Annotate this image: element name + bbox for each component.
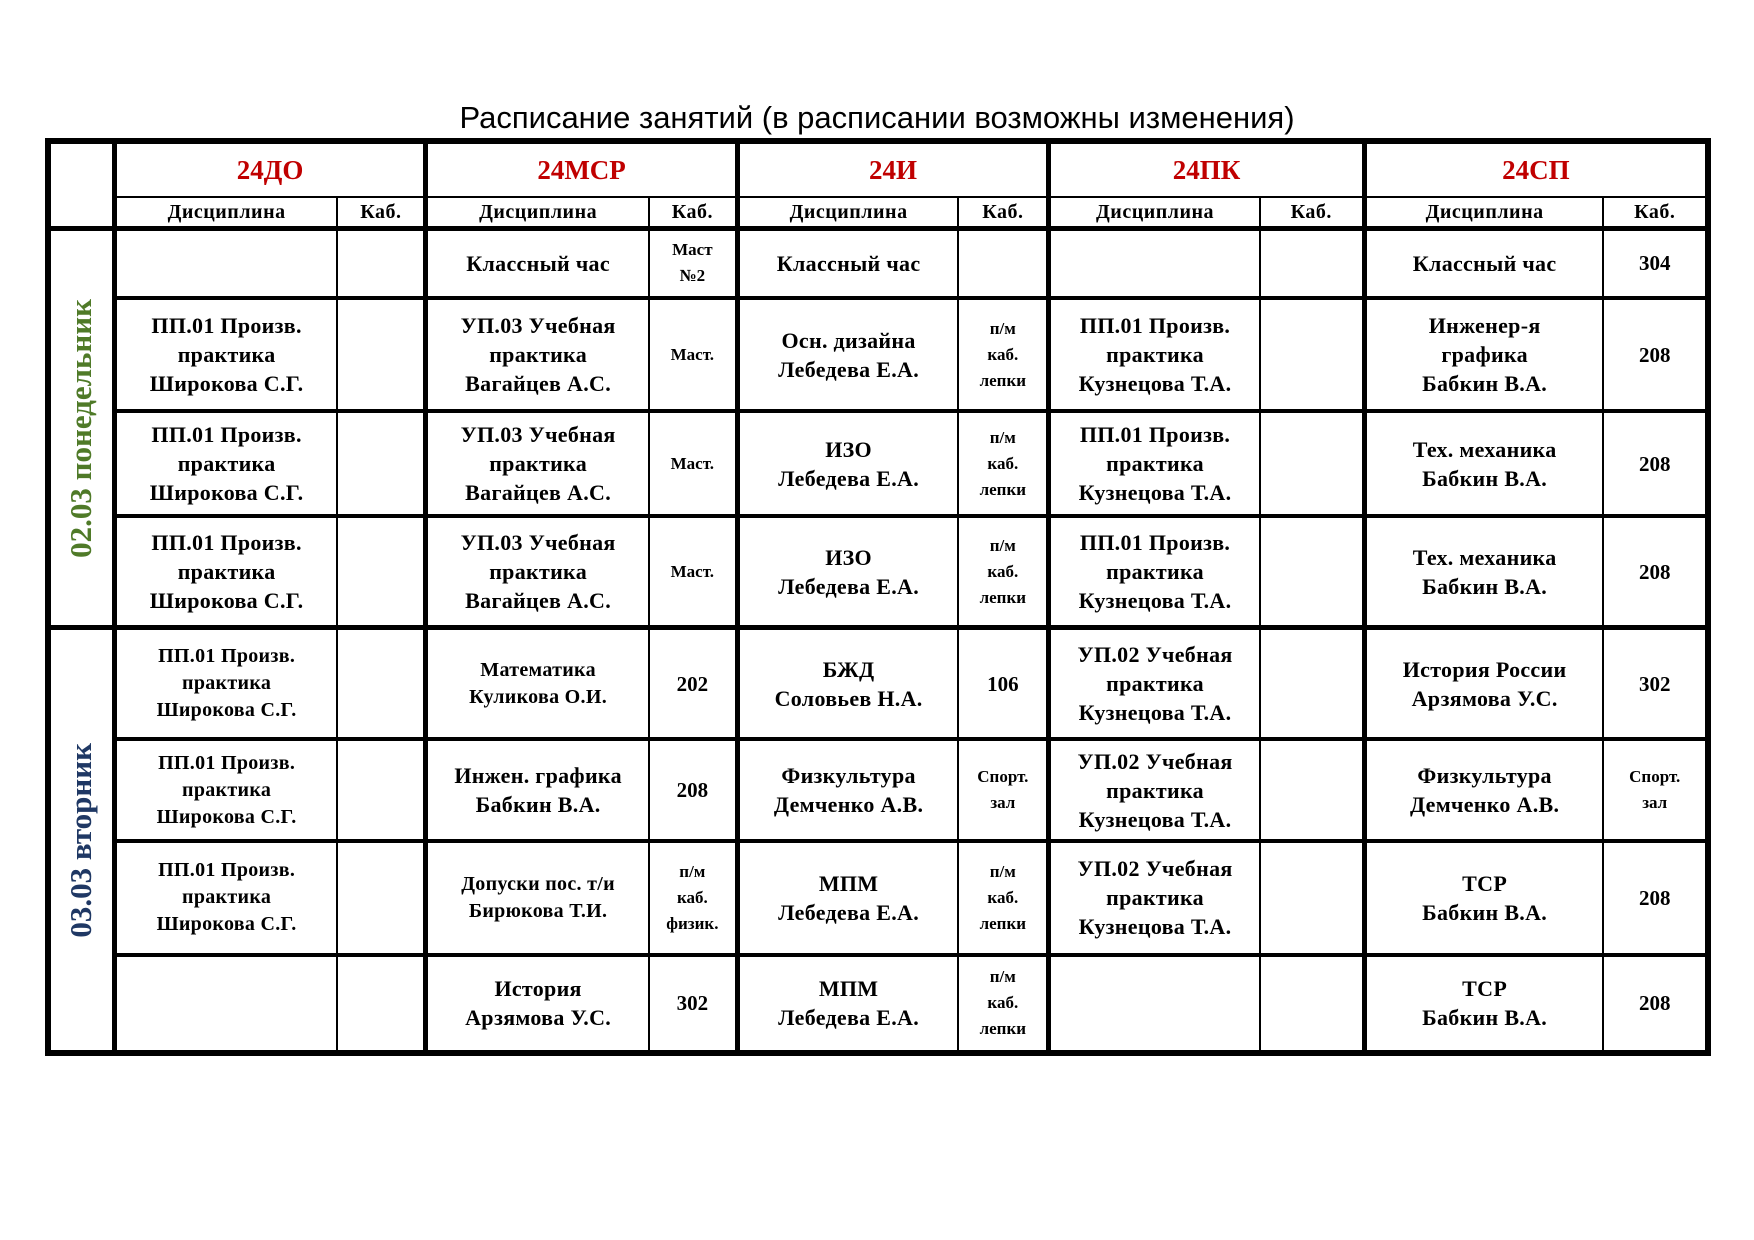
discipline-cell: ПП.01 Произв. практика Широкова С.Г. [114,841,337,955]
discipline-cell: Классный час [426,229,649,298]
lesson-row [48,841,1708,955]
discipline-cell: История России Арзямова У.С. [1364,628,1603,740]
room-cell: 302 [1603,628,1708,740]
room-cell: п/м каб. лепки [958,411,1048,516]
discipline-cell: Инженер-я графика Бабкин В.А. [1364,298,1603,412]
discipline-cell: УП.03 Учебная практика Вагайцев А.С. [426,298,649,412]
room-cell: 208 [1603,955,1708,1053]
lesson-row [48,739,1708,841]
discipline-cell: ТСР Бабкин В.А. [1364,841,1603,955]
subheader-room: Каб. [649,197,737,229]
subheader-discipline: Дисциплина [426,197,649,229]
lesson-row [48,955,1708,1053]
room-cell: 208 [1603,298,1708,412]
group-header-24sp: 24СП [1364,141,1708,197]
discipline-cell: История Арзямова У.С. [426,955,649,1053]
room-cell: Маст. [649,411,737,516]
room-cell: Спорт. зал [1603,739,1708,841]
room-cell [337,229,425,298]
room-cell [337,411,425,516]
room-cell: 106 [958,628,1048,740]
subheader-discipline: Дисциплина [1049,197,1260,229]
room-cell [1260,411,1365,516]
lesson-row [48,229,1708,298]
discipline-cell: ПП.01 Произв. практика Кузнецова Т.А. [1049,411,1260,516]
room-cell: 208 [1603,516,1708,628]
discipline-cell [114,229,337,298]
room-cell [1260,516,1365,628]
discipline-cell [114,955,337,1053]
discipline-cell [1049,955,1260,1053]
room-cell [337,628,425,740]
subheader-room: Каб. [1260,197,1365,229]
group-header-24do: 24ДО [114,141,426,197]
discipline-cell: Осн. дизайна Лебедева Е.А. [737,298,958,412]
room-cell: п/м каб. лепки [958,298,1048,412]
day-label-cell [48,229,114,628]
discipline-cell: ИЗО Лебедева Е.А. [737,516,958,628]
subheader-discipline: Дисциплина [114,197,337,229]
room-cell [1260,229,1365,298]
subheader-room: Каб. [1603,197,1708,229]
room-cell: Маст. [649,516,737,628]
subheader-room: Каб. [958,197,1048,229]
discipline-cell: УП.02 Учебная практика Кузнецова Т.А. [1049,739,1260,841]
lesson-row [48,411,1708,516]
room-cell: 302 [649,955,737,1053]
discipline-cell: УП.02 Учебная практика Кузнецова Т.А. [1049,628,1260,740]
room-cell: Спорт. зал [958,739,1048,841]
discipline-cell: ПП.01 Произв. практика Кузнецова Т.А. [1049,516,1260,628]
room-cell: п/м каб. лепки [958,955,1048,1053]
room-cell [337,955,425,1053]
room-cell [337,841,425,955]
room-cell [337,298,425,412]
day-label: 03.03 вторник [63,742,99,938]
room-cell [1260,841,1365,955]
subheader-row [48,197,1708,229]
discipline-cell: УП.03 Учебная практика Вагайцев А.С. [426,411,649,516]
group-header-row [48,141,1708,197]
lesson-row [48,516,1708,628]
discipline-cell: ПП.01 Произв. практика Широкова С.Г. [114,628,337,740]
discipline-cell: ТСР Бабкин В.А. [1364,955,1603,1053]
room-cell: п/м каб. физик. [649,841,737,955]
lesson-row [48,628,1708,740]
room-cell [1260,955,1365,1053]
discipline-cell: УП.03 Учебная практика Вагайцев А.С. [426,516,649,628]
discipline-cell: МПМ Лебедева Е.А. [737,841,958,955]
room-cell: 208 [1603,411,1708,516]
discipline-cell: ПП.01 Произв. практика Кузнецова Т.А. [1049,298,1260,412]
room-cell: Маст. [649,298,737,412]
discipline-cell [1049,229,1260,298]
room-cell [1260,298,1365,412]
subheader-discipline: Дисциплина [1364,197,1603,229]
schedule-table [45,138,1711,1056]
group-header-24i: 24И [737,141,1048,197]
discipline-cell: Математика Куликова О.И. [426,628,649,740]
discipline-cell: Тех. механика Бабкин В.А. [1364,516,1603,628]
group-header-24pk: 24ПК [1049,141,1365,197]
room-cell: 208 [649,739,737,841]
discipline-cell: ИЗО Лебедева Е.А. [737,411,958,516]
group-header-24msr: 24МСР [426,141,738,197]
lesson-row [48,298,1708,412]
room-cell: 202 [649,628,737,740]
day-label: 02.03 понедельник [63,298,99,558]
discipline-cell: БЖД Соловьев Н.А. [737,628,958,740]
discipline-cell: Тех. механика Бабкин В.А. [1364,411,1603,516]
discipline-cell: УП.02 Учебная практика Кузнецова Т.А. [1049,841,1260,955]
discipline-cell: Допуски пос. т/и Бирюкова Т.И. [426,841,649,955]
discipline-cell: ПП.01 Произв. практика Широкова С.Г. [114,411,337,516]
discipline-cell: ПП.01 Произв. практика Широкова С.Г. [114,516,337,628]
room-cell [1260,739,1365,841]
room-cell [337,516,425,628]
room-cell: Маст №2 [649,229,737,298]
discipline-cell: Классный час [737,229,958,298]
page-title: Расписание занятий (в расписании возможны изменения) [459,100,1295,135]
discipline-cell: Физкультура Демченко А.В. [737,739,958,841]
room-cell [1260,628,1365,740]
discipline-cell: ПП.01 Произв. практика Широкова С.Г. [114,739,337,841]
discipline-cell: ПП.01 Произв. практика Широкова С.Г. [114,298,337,412]
subheader-discipline: Дисциплина [737,197,958,229]
day-label-cell [48,628,114,1053]
room-cell: 208 [1603,841,1708,955]
room-cell: п/м каб. лепки [958,516,1048,628]
discipline-cell: Инжен. графика Бабкин В.А. [426,739,649,841]
corner-cell [48,141,114,229]
discipline-cell: МПМ Лебедева Е.А. [737,955,958,1053]
room-cell [958,229,1048,298]
subheader-room: Каб. [337,197,425,229]
discipline-cell: Классный час [1364,229,1603,298]
room-cell: п/м каб. лепки [958,841,1048,955]
room-cell [337,739,425,841]
discipline-cell: Физкультура Демченко А.В. [1364,739,1603,841]
room-cell: 304 [1603,229,1708,298]
